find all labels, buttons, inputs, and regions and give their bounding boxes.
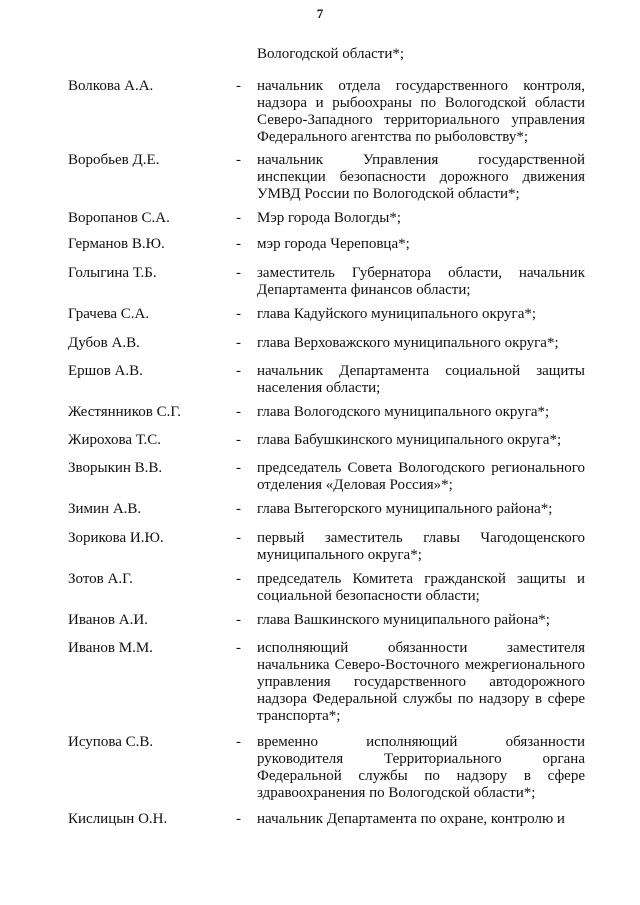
dash-separator: - (236, 335, 241, 351)
member-name: Германов В.Ю. (68, 236, 165, 252)
member-role: глава Бабушкинского муниципального округа*; (257, 432, 562, 448)
dash-separator: - (236, 152, 241, 168)
member-name: Волкова А.А. (68, 78, 154, 94)
member-name: Зворыкин В.В. (68, 460, 163, 476)
member-role: временно исполняющий обязанности руководителя Территориального органа Федеральной службы по надзору в сфере здравоохранения по Вологодской области*; (257, 734, 585, 801)
dash-separator: - (236, 265, 241, 281)
member-role: глава Вологодского муниципального округа*; (257, 404, 550, 420)
dash-separator: - (236, 571, 241, 587)
member-role: заместитель Губернатора области, начальник Департамента финансов области; (257, 265, 585, 298)
member-name: Кислицын О.Н. (68, 811, 168, 827)
page-number: 7 (316, 6, 324, 21)
dash-separator: - (236, 432, 241, 448)
member-role: председатель Комитета гражданской защиты и социальной безопасности области; (257, 571, 585, 604)
member-role: начальник Управления государственной инспекции безопасности дорожного движения УМВД России по Вологодской области*; (257, 152, 585, 202)
member-name: Воропанов С.А. (68, 210, 170, 226)
member-role: глава Вытегорского муниципального района*; (257, 501, 553, 517)
dash-separator: - (236, 501, 241, 517)
member-name: Зимин А.В. (68, 501, 142, 517)
member-role: начальник Департамента социальной защиты населения области; (257, 363, 585, 396)
dash-separator: - (236, 734, 241, 750)
dash-separator: - (236, 363, 241, 379)
member-role: исполняющий обязанности заместителя начальника Северо-Восточного межрегионального управления государственного автодорожного надзора Федеральной службы по надзору в сфере транспорта*; (257, 640, 585, 724)
member-name: Зорикова И.Ю. (68, 530, 164, 546)
member-role: начальник Департамента по охране, контролю и (257, 811, 565, 827)
dash-separator: - (236, 640, 241, 656)
dash-separator: - (236, 530, 241, 546)
dash-separator: - (236, 612, 241, 628)
member-role: мэр города Череповца*; (257, 236, 410, 252)
dash-separator: - (236, 236, 241, 252)
member-role: глава Верховажского муниципального округа*; (257, 335, 559, 351)
member-role: Мэр города Вологды*; (257, 210, 401, 226)
member-name: Дубов А.В. (68, 335, 140, 351)
dash-separator: - (236, 460, 241, 476)
member-name: Жирохова Т.С. (68, 432, 161, 448)
member-role: председатель Совета Вологодского регионального отделения «Деловая Россия»*; (257, 460, 585, 493)
dash-separator: - (236, 306, 241, 322)
member-name: Иванов М.М. (68, 640, 153, 656)
member-name: Воробьев Д.Е. (68, 152, 160, 168)
member-name: Исупова С.В. (68, 734, 154, 750)
member-name: Ершов А.В. (68, 363, 143, 379)
dash-separator: - (236, 404, 241, 420)
member-name: Зотов А.Г. (68, 571, 133, 587)
member-name: Грачева С.А. (68, 306, 150, 322)
member-name: Голыгина Т.Б. (68, 265, 157, 281)
dash-separator: - (236, 210, 241, 226)
dash-separator: - (236, 78, 241, 94)
member-role: начальник отдела государственного контроля, надзора и рыбоохраны по Вологодской области Северо-Западного территориального управления Федерального агентства по рыболовству*; (257, 78, 585, 145)
member-name: Жестянников С.Г. (68, 404, 182, 420)
member-role: глава Кадуйского муниципального округа*; (257, 306, 537, 322)
continuation-text: Вологодской области*; (257, 46, 405, 62)
member-role: первый заместитель главы Чагодощенского муниципального округа*; (257, 530, 585, 563)
dash-separator: - (236, 811, 241, 827)
member-name: Иванов А.И. (68, 612, 148, 628)
member-role: глава Вашкинского муниципального района*; (257, 612, 550, 628)
